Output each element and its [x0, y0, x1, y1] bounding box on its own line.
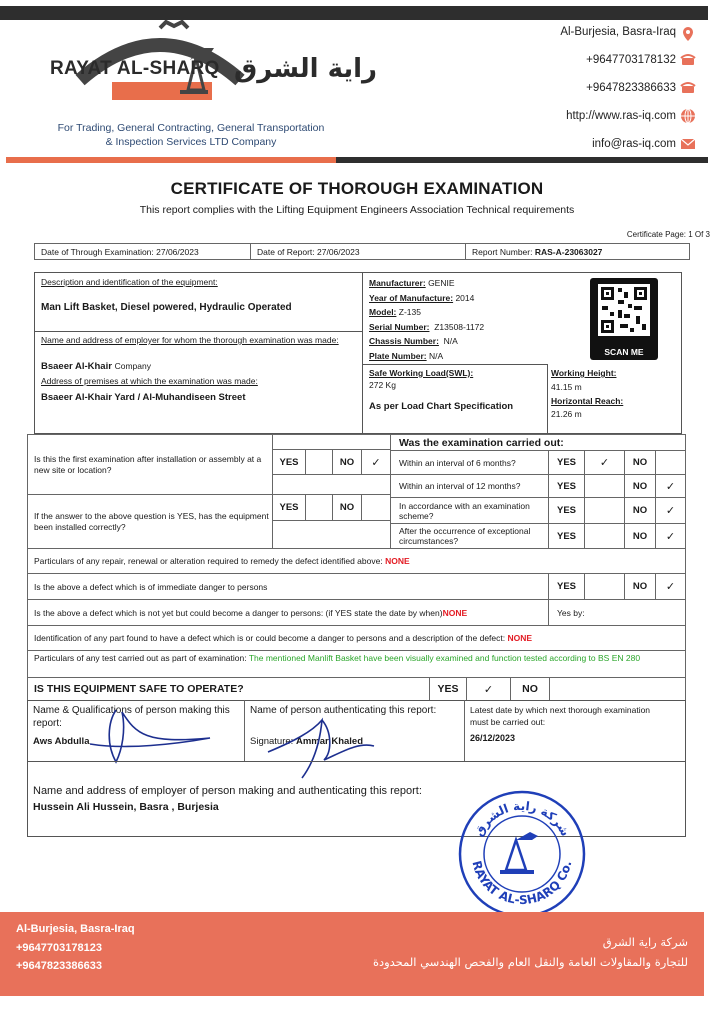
q1-footer-spacer	[272, 474, 391, 495]
q1-no-tick-icon[interactable]: ✓	[361, 449, 391, 475]
scheme-yes[interactable]: YES	[548, 497, 585, 524]
report-maker-name: Aws Abdulla	[33, 736, 90, 747]
exceptional-yes[interactable]: YES	[548, 523, 585, 549]
signature-divider-2	[464, 700, 465, 762]
equipment-section	[34, 272, 682, 434]
employer-value: Bsaeer Al-Khair Company	[41, 361, 151, 372]
header-divider-accent	[6, 157, 336, 163]
equipment-divider	[362, 272, 363, 434]
q1-yes-box[interactable]	[305, 449, 333, 475]
int6-no-box[interactable]	[655, 450, 686, 475]
footer-phone-2: +9647823386633	[16, 960, 102, 972]
premises-label: Address of premises at which the examination was made:	[41, 376, 258, 386]
employer-of-person-label: Name and address of employer of person making and authenticating this report:	[33, 785, 422, 797]
footer-arabic-tagline: للتجارة والمقاولات العامة والنقل العام والفحص الهندسي المحدودة	[372, 955, 688, 969]
working-height-label: Working Height:	[551, 368, 617, 378]
int12-yes[interactable]: YES	[548, 474, 585, 498]
safe-yes[interactable]: YES	[429, 677, 467, 701]
footer-phone-1: +9647703178123	[16, 941, 102, 954]
footer-address: Al-Burjesia, Basra-Iraq	[16, 923, 135, 935]
immediate-yes-box[interactable]	[584, 573, 625, 600]
scheme-no-tick-icon[interactable]: ✓	[655, 497, 686, 524]
exam-date: Date of Through Examination: 27/06/2023	[34, 243, 251, 260]
report-date: Date of Report: 27/06/2023	[250, 243, 466, 260]
footer-arabic-name: شركة راية الشرق	[602, 935, 688, 949]
q1-no[interactable]: NO	[332, 449, 362, 475]
scheme-no[interactable]: NO	[624, 497, 656, 524]
authenticator-signature: Signature: Ammar Khaled	[250, 736, 364, 747]
email-icon	[680, 136, 696, 152]
safe-to-operate-question: IS THIS EQUIPMENT SAFE TO OPERATE?	[27, 677, 430, 701]
q2-yes-box[interactable]	[305, 494, 333, 521]
next-exam-date: 26/12/2023	[470, 733, 516, 743]
yes-by-field[interactable]: Yes by:	[548, 599, 686, 626]
equipment-vline	[547, 364, 548, 434]
equipment-hline-2	[362, 364, 547, 365]
qr-code-icon[interactable]	[590, 278, 658, 360]
phone-icon	[680, 52, 696, 68]
int6-yes[interactable]: YES	[548, 450, 585, 475]
header-website[interactable]: http://www.ras-iq.com	[566, 110, 676, 122]
footer-contact	[16, 920, 135, 976]
company-tagline: For Trading, General Contracting, General Transportation & Inspection Services LTD Company	[57, 122, 325, 148]
int12-no-tick-icon[interactable]: ✓	[655, 474, 686, 498]
q1-yes[interactable]: YES	[272, 449, 306, 475]
exceptional-no[interactable]: NO	[624, 523, 656, 549]
header-email[interactable]: info@ras-iq.com	[592, 138, 676, 150]
interval-6-months: Within an interval of 6 months?	[390, 450, 549, 475]
premises-value: Bsaeer Al-Khair Yard / Al-Muhandiseen Street	[41, 392, 246, 403]
swl-note: As per Load Chart Specification	[369, 401, 514, 412]
test-particulars: Particulars of any test carried out as part of examination: The mentioned Manlift Basket have been visually examined and function tested according to BS EN 280	[27, 650, 686, 678]
q2-yes[interactable]: YES	[272, 494, 306, 521]
footer-arabic	[373, 932, 688, 972]
certificate-page: Certificate Page: 1 Of 3	[626, 230, 710, 239]
exceptional-no-tick-icon[interactable]: ✓	[655, 523, 686, 549]
desc-value: Man Lift Basket, Diesel powered, Hydraulic Operated	[41, 302, 292, 313]
question-installed-correctly: If the answer to the above question is YES, has the equipment been installed correctly?	[27, 494, 273, 549]
q1-header-spacer	[272, 434, 391, 450]
working-height-value: 41.15 m	[551, 382, 582, 392]
int12-no[interactable]: NO	[624, 474, 656, 498]
immediate-danger: Is the above a defect which is of immediate danger to persons	[27, 573, 549, 600]
employer-label: Name and address of employer for whom the thorough examination was made:	[41, 335, 339, 345]
safe-no-box[interactable]	[549, 677, 686, 701]
examination-scheme: In accordance with an examination scheme?	[390, 497, 549, 524]
certificate-title: CERTIFICATE OF THOROUGH EXAMINATION	[170, 179, 544, 198]
exceptional-circumstances: After the occurrence of exceptional circumstances?	[390, 523, 549, 549]
scheme-yes-box[interactable]	[584, 497, 625, 524]
safe-yes-tick-icon[interactable]: ✓	[466, 677, 511, 701]
defect-identification: Identification of any part found to have a defect which is or could become a danger to persons and a description of the defect: NONE	[27, 625, 686, 651]
int6-yes-tick-icon[interactable]: ✓	[584, 450, 625, 475]
svg-text:RAYAT AL-SHARQ Co.: RAYAT AL-SHARQ Co.	[469, 859, 575, 908]
certificate-subtitle: This report complies with the Lifting Equipment Engineers Association Technical requirements	[139, 204, 575, 216]
logo-english: RAYAT AL-SHARQ	[50, 58, 220, 79]
int6-no[interactable]: NO	[624, 450, 656, 475]
q2-no-box[interactable]	[361, 494, 391, 521]
header-phone-2: +9647823386633	[586, 82, 676, 94]
svg-text:شركة راية الشرق: شركة راية الشرق	[471, 798, 573, 839]
q2-footer-spacer	[272, 520, 391, 549]
maker-signature-icon	[86, 704, 216, 766]
authenticator-label: Name of person authenticating this report:	[250, 705, 437, 716]
signature-divider-1	[244, 700, 245, 762]
exceptional-yes-box[interactable]	[584, 523, 625, 549]
horizontal-reach-value: 21.26 m	[551, 409, 582, 419]
swl-value: 272 Kg	[369, 380, 396, 390]
scan-me-label: SCAN ME	[604, 347, 644, 357]
future-danger: Is the above a defect which is not yet but could become a danger to persons: (if YES state the date by when) NONE	[27, 599, 549, 626]
mobile-phone-icon	[680, 80, 696, 96]
q2-no[interactable]: NO	[332, 494, 362, 521]
safe-no[interactable]: NO	[510, 677, 550, 701]
equipment-hline	[34, 331, 362, 332]
qr-code-pattern	[590, 278, 658, 342]
horizontal-reach-label: Horizontal Reach:	[551, 396, 624, 406]
next-exam-label: Latest date by which next thorough examination must be carried out:	[470, 705, 651, 727]
logo-arabic: راية الشرق	[234, 54, 378, 84]
header-phone-1: +9647703178132	[586, 54, 676, 66]
equipment-specs: Manufacturer: GENIE Year of Manufacture: 2014 Model: Z-135 Serial Number: Z13508-1172 Chassis Number: N/A Plate Number: N/A	[369, 278, 485, 361]
immediate-no[interactable]: NO	[624, 573, 656, 600]
company-stamp-icon	[456, 788, 588, 920]
globe-icon	[680, 108, 696, 124]
employer-of-person-value: Hussein Ali Hussein, Basra , Burjesia	[33, 801, 219, 813]
was-carried-out-heading: Was the examination carried out:	[390, 434, 686, 451]
report-maker-label: Name & Qualifications of person making this report:	[33, 705, 230, 729]
question-first-exam: Is this the first examination after installation or assembly at a new site or location?	[27, 434, 273, 495]
interval-12-months: Within an interval of 12 months?	[390, 474, 549, 498]
immediate-no-tick-icon[interactable]: ✓	[655, 573, 686, 600]
desc-label: Description and identification of the equipment:	[41, 277, 218, 287]
int12-yes-box[interactable]	[584, 474, 625, 498]
immediate-yes[interactable]: YES	[548, 573, 585, 600]
repair-row: Particulars of any repair, renewal or alteration required to remedy the defect identified above: NONE	[27, 548, 686, 574]
header-address: Al-Burjesia, Basra-Iraq	[560, 26, 676, 38]
swl-label: Safe Working Load(SWL):	[369, 368, 474, 378]
header-top-bar	[0, 6, 708, 20]
report-number: Report Number: RAS-A-23063027	[465, 243, 690, 260]
location-pin-icon	[680, 26, 696, 42]
